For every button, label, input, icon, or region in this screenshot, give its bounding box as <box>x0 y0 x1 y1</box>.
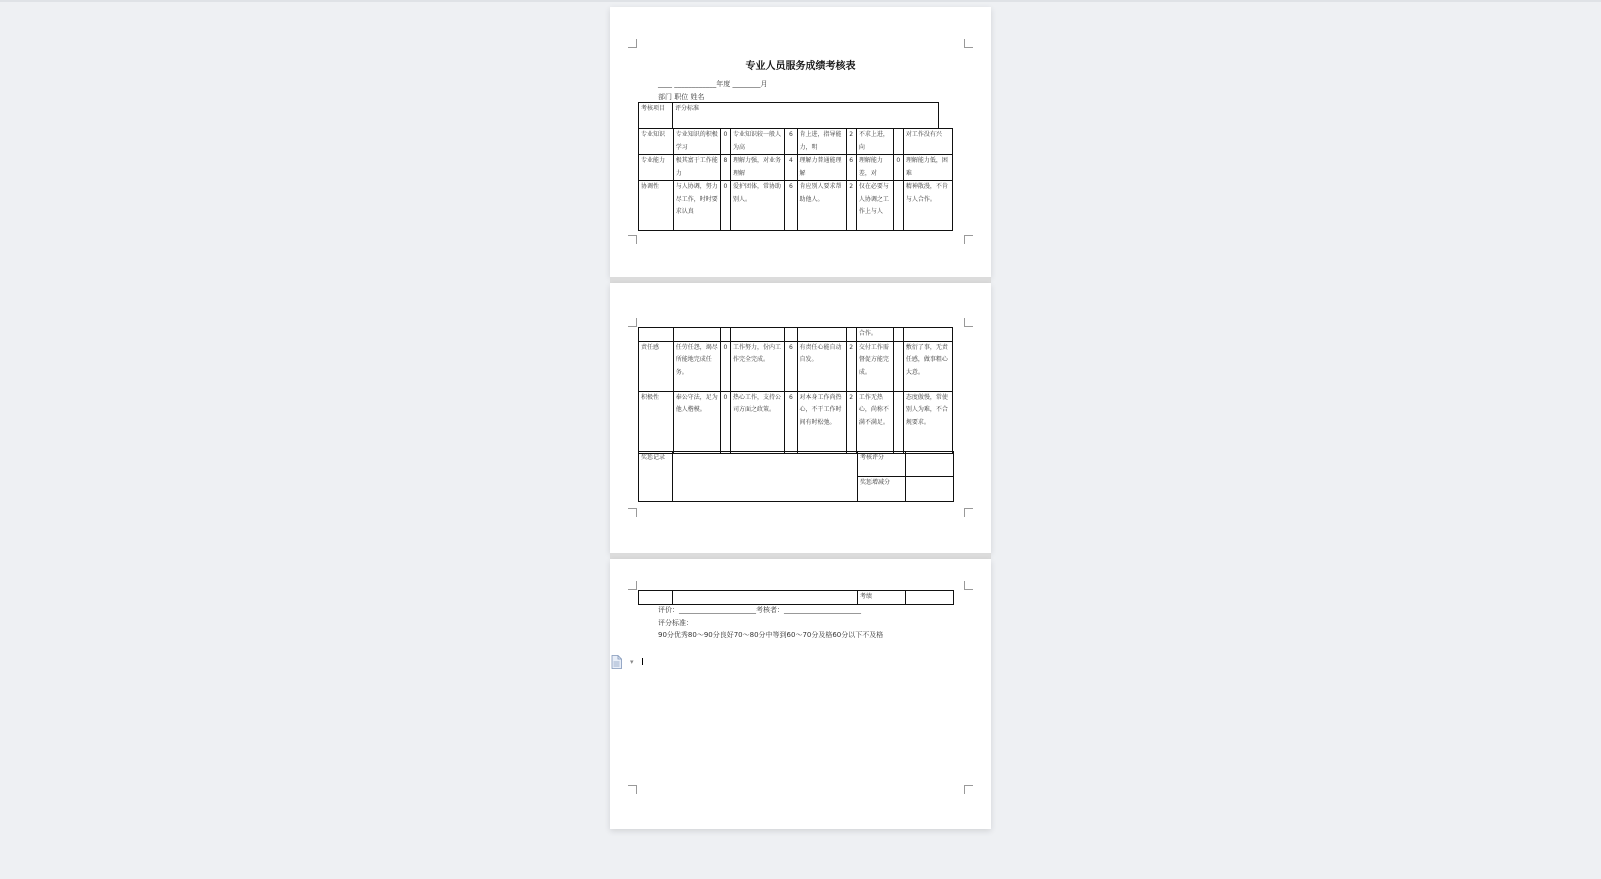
criteria-cell: 奉公守法，足为他人楷模。 <box>673 391 720 453</box>
chevron-down-icon[interactable]: ▾ <box>630 658 634 666</box>
criteria-cell <box>903 328 952 342</box>
total-value-cell[interactable] <box>906 591 954 605</box>
score-cell: 2 <box>846 341 856 391</box>
table-row <box>639 155 953 181</box>
score-cell <box>893 391 903 453</box>
row-label: 专业能力 <box>639 155 674 181</box>
crop-mark <box>628 581 637 590</box>
score-table-page1 <box>638 128 953 231</box>
criteria-cell: 肯应别人要求帮助他人。 <box>797 181 846 231</box>
department-line: 部门 职位 姓名 <box>658 93 705 101</box>
criteria-cell: 对工作没有兴 <box>903 129 952 155</box>
reward-table <box>638 451 954 502</box>
criteria-cell: 任劳任怨，竭尽所能地完成任务。 <box>673 341 720 391</box>
criteria-cell: 有责任心能自动自发。 <box>797 341 846 391</box>
score-cell: 8 <box>720 155 730 181</box>
score-value-cell[interactable] <box>906 452 954 477</box>
criteria-cell: 专业知识的积极学习 <box>673 129 720 155</box>
crop-mark <box>628 785 637 794</box>
document-page-2[interactable] <box>610 283 991 553</box>
score-cell: 0 <box>720 341 730 391</box>
crop-mark <box>964 318 973 327</box>
score-cell <box>893 341 903 391</box>
criteria-cell: 理解力普通能理解 <box>797 155 846 181</box>
criteria-cell: 爱护团体，常协助别人。 <box>731 181 785 231</box>
criteria-cell: 专业知识较一般人为高 <box>731 129 785 155</box>
top-divider <box>0 0 1601 2</box>
reward-score-label: 奖惩增减分 <box>858 477 906 502</box>
total-empty-cell <box>639 591 673 605</box>
total-score-table <box>638 590 954 605</box>
criteria-cell: 工作努力，份内工作完全完成。 <box>731 341 785 391</box>
crop-mark <box>628 39 637 48</box>
crop-mark <box>964 508 973 517</box>
crop-mark <box>964 581 973 590</box>
signature-line: 评价：______________________考核者：______________________ <box>658 606 861 614</box>
crop-mark <box>964 235 973 244</box>
row-label: 协调性 <box>639 181 674 231</box>
crop-mark <box>964 39 973 48</box>
document-title: 专业人员服务成绩考核表 <box>745 61 856 72</box>
score-cell <box>785 328 797 342</box>
document-page-3[interactable] <box>610 559 991 829</box>
score-cell: 2 <box>846 129 856 155</box>
criteria-cell <box>797 328 846 342</box>
score-cell: 2 <box>846 181 856 231</box>
total-label: 考绩 <box>858 591 906 605</box>
total-empty-cell <box>673 591 858 605</box>
standard-label: 评分标准： <box>658 619 693 627</box>
score-cell <box>720 328 730 342</box>
criteria-cell: 极其富于工作能力 <box>673 155 720 181</box>
criteria-cell: 合作。 <box>856 328 893 342</box>
reward-record-cell[interactable] <box>673 452 858 502</box>
score-cell <box>893 181 903 231</box>
criteria-cell <box>673 328 720 342</box>
criteria-cell: 精神散漫，不肯与人合作。 <box>903 181 952 231</box>
table-row <box>639 129 953 155</box>
reward-record-label: 奖惩记录 <box>639 452 673 502</box>
criteria-cell: 与人协调，努力尽工作，时时要求认真 <box>673 181 720 231</box>
score-cell <box>846 328 856 342</box>
criteria-cell: 肯上进，指导能力，明 <box>797 129 846 155</box>
row-label: 责任感 <box>639 341 674 391</box>
criteria-cell: 对本身工作尚热心，不干工作时间有时松弛。 <box>797 391 846 453</box>
criteria-cell: 不求上进，向 <box>856 129 893 155</box>
table-row <box>639 328 953 342</box>
criteria-header-table <box>638 102 939 129</box>
criteria-cell: 交付工作需督促方能完成。 <box>856 341 893 391</box>
reward-score-value-cell[interactable] <box>906 477 954 502</box>
header-item-cell: 考核项目 <box>639 103 673 129</box>
score-cell <box>893 328 903 342</box>
standard-text: 90分优秀80～90分良好70～80分中等到60～70分及格60分以下不及格 <box>658 631 884 639</box>
row-label <box>639 328 674 342</box>
row-label: 专业知识 <box>639 129 674 155</box>
criteria-cell: 理解能力低，困难 <box>903 155 952 181</box>
crop-mark <box>964 785 973 794</box>
table-row <box>639 181 953 231</box>
criteria-cell: 理解能力差，对 <box>856 155 893 181</box>
document-icon[interactable] <box>611 655 622 669</box>
score-cell: 0 <box>893 155 903 181</box>
table-row <box>639 391 953 453</box>
score-cell: 6 <box>785 341 797 391</box>
score-cell: 4 <box>785 155 797 181</box>
score-cell: 6 <box>785 129 797 155</box>
score-table-page2 <box>638 327 953 454</box>
table-row <box>639 341 953 391</box>
score-label: 考核评分 <box>858 452 906 477</box>
crop-mark <box>628 318 637 327</box>
header-criteria-cell: 评分标准 <box>673 103 939 129</box>
document-page-1[interactable] <box>610 7 991 277</box>
crop-mark <box>628 508 637 517</box>
criteria-cell <box>731 328 785 342</box>
criteria-cell: 仅在必要与人协调之工作上与人 <box>856 181 893 231</box>
score-cell: 6 <box>785 391 797 453</box>
year-month-line: ____ ____________年度 ________月 <box>658 80 768 88</box>
score-cell: 0 <box>720 391 730 453</box>
crop-mark <box>628 235 637 244</box>
row-label: 积极性 <box>639 391 674 453</box>
score-cell: 0 <box>720 129 730 155</box>
criteria-cell: 工作无热心，尚称不满不满足。 <box>856 391 893 453</box>
criteria-cell: 理解力强，对业务理解 <box>731 155 785 181</box>
score-cell: 2 <box>846 391 856 453</box>
text-cursor <box>642 658 643 665</box>
criteria-cell: 热心工作，支持公司方面之政策。 <box>731 391 785 453</box>
criteria-cell: 态度傲慢，常使别人为难，不合规要求。 <box>903 391 952 453</box>
score-cell: 6 <box>785 181 797 231</box>
criteria-cell: 敷衍了事，无责任感，做事粗心大意。 <box>903 341 952 391</box>
score-cell: 0 <box>720 181 730 231</box>
score-cell: 6 <box>846 155 856 181</box>
score-cell <box>893 129 903 155</box>
